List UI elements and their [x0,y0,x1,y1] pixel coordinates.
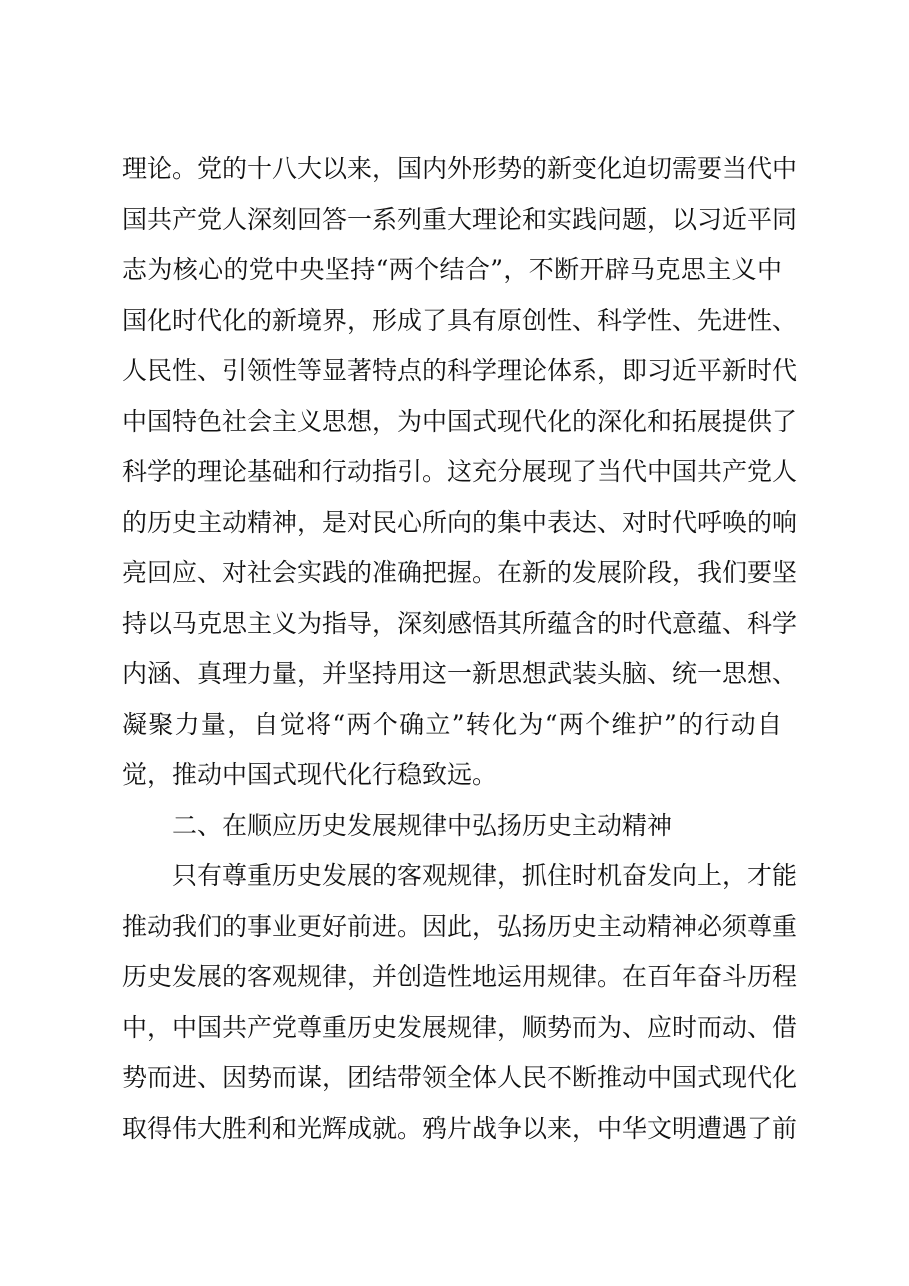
paragraph [122,851,798,1154]
text-line: 的历史主动精神，是对民心所向的集中表达、对时代呼唤的响 [122,507,798,537]
text-line: 凝聚力量，自觉将“两个确立”转化为“两个维护”的行动自 [122,709,782,739]
text-line: 持以马克思主义为指导，深刻感悟其所蕴含的时代意蕴、科学 [122,608,798,638]
section-heading: 二、在顺应历史发展规律中弘扬历史主动精神 [172,810,673,840]
text-line: 中，中国共产党尊重历史发展规律，顺势而为、应时而动、借 [122,1012,798,1042]
text-line: 人民性、引领性等显著特点的科学理论体系，即习近平新时代 [122,356,798,385]
text-line: 取得伟大胜利和光辉成就。鸦片战争以来，中华文明遭遇了前 [122,1113,798,1143]
text-line: 觉，推动中国式现代化行稳致远。 [122,760,498,789]
text-line: 历史发展的客观规律，并创造性地运用规律。在百年奋斗历程 [122,962,798,991]
text-line: 理论。党的十八大以来，国内外形势的新变化迫切需要当代中 [122,154,798,183]
text-line: 内涵、真理力量，并坚持用这一新思想武装头脑、统一思想、 [122,659,798,688]
text-line: 势而进、因势而谋，团结带领全体人民不断推动中国式现代化 [122,1063,798,1092]
text-line: 亮回应、对社会实践的准确把握。在新的发展阶段，我们要坚 [122,558,798,587]
text-line: 推动我们的事业更好前进。因此，弘扬历史主动精神必须尊重 [122,911,798,941]
text-line: 国共产党人深刻回答一系列重大理论和实践问题，以习近平同 [122,204,798,234]
text-line: 只有尊重历史发展的客观规律，抓住时机奋发向上，才能 [172,861,798,890]
text-line: 科学的理论基础和行动指引。这充分展现了当代中国共产党人 [122,457,798,486]
text-line: 中国特色社会主义思想，为中国式现代化的深化和拓展提供了 [122,406,798,436]
text-line: 国化时代化的新境界，形成了具有原创性、科学性、先进性、 [122,305,798,335]
paragraph-continued [122,144,798,851]
text-line: 志为核心的党中央坚持“两个结合”，不断开辟马克思主义中 [122,255,782,284]
